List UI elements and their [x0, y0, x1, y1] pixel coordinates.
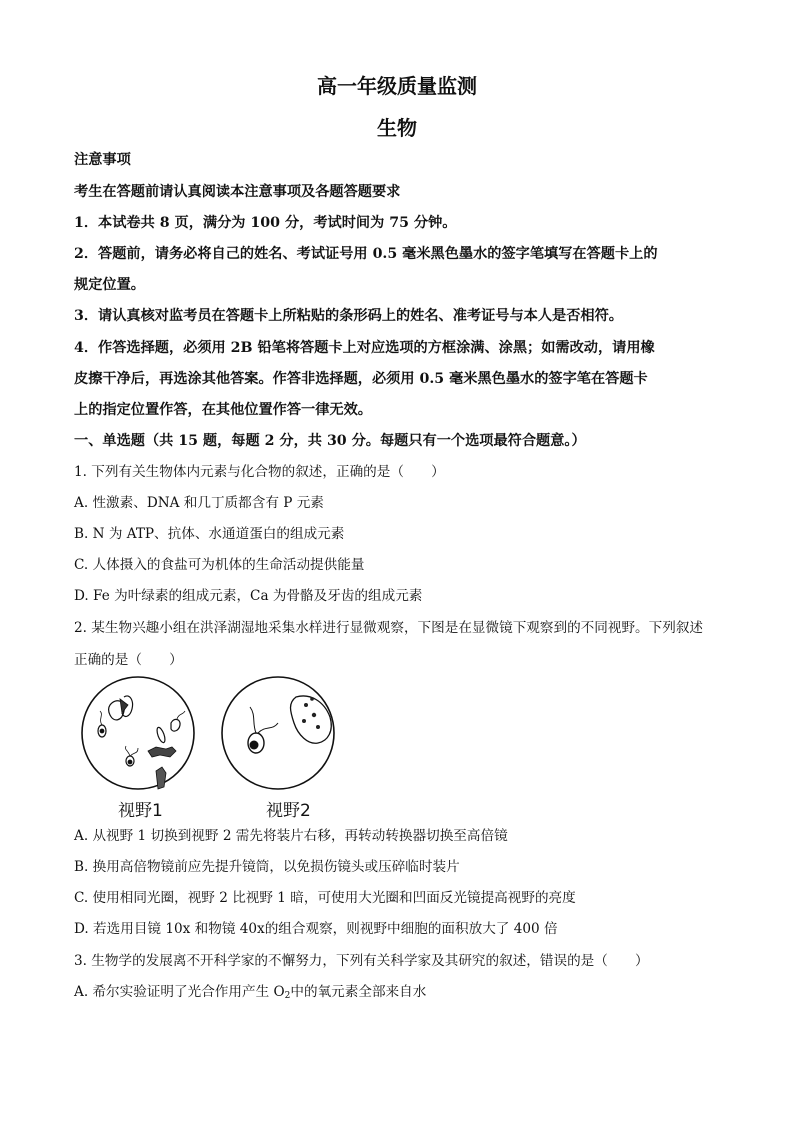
notice-item-4-cont2: 上的指定位置作答，在其他位置作答一律无效。 [74, 402, 372, 418]
q1-option-b: B. N 为 ATP、抗体、水通道蛋白的组成元素 [74, 526, 345, 542]
notice-item-2-cont: 规定位置。 [74, 277, 145, 293]
notice-item-4: 4．作答选择题，必须用 2B 铅笔将答题卡上对应选项的方框涂满、涂黑；如需改动，请用橡 [74, 340, 655, 356]
q2-option-c: C. 使用相同光圈，视野 2 比视野 1 暗，可使用大光圈和凹面反光镜提高视野的亮度 [74, 890, 576, 906]
notice-heading: 注意事项 [74, 152, 131, 168]
q3-option-a [74, 982, 722, 1006]
q2-option-a: A. 从视野 1 切换到视野 2 需先将装片右移，再转动转换器切换至高倍镜 [74, 828, 508, 844]
q2-option-b: B. 换用高倍物镜前应先提升镜筒，以免损伤镜头或压碎临时装片 [74, 859, 460, 875]
q2-stem: 2. 某生物兴趣小组在洪泽湖湿地采集水样进行显微观察，下图是在显微镜下观察到的不同视野。下列叙述 [74, 620, 704, 636]
exam-title: 高一年级质量监测 [317, 74, 477, 98]
section-heading: 一、单选题（共 15 题，每题 2 分，共 30 分。每题只有一个选项最符合题意。） [74, 433, 586, 449]
notice-intro: 考生在答题前请认真阅读本注意事项及各题答题要求 [74, 184, 401, 200]
notice-item-1: 1．本试卷共 8 页，满分为 100 分，考试时间为 75 分钟。 [74, 215, 457, 231]
fig1-label: 视野1 [118, 801, 163, 821]
q1-option-c: C. 人体摄入的食盐可为机体的生命活动提供能量 [74, 557, 365, 573]
notice-item-4-cont1: 皮擦干净后，再选涂其他答案。作答非选择题，必须用 0.5 毫米黑色墨水的签字笔在答题卡 [74, 371, 648, 387]
q3-option-a-text: A. 希尔实验证明了光合作用产生 O [74, 984, 285, 1000]
q3-stem: 3. 生物学的发展离不开科学家的不懈努力，下列有关科学家及其研究的叙述，错误的是（ ） [74, 953, 649, 969]
q2-option-d: D. 若选用目镜 10x 和物镜 40x的组合观察，则视野中细胞的面积放大了 400 倍 [74, 921, 558, 937]
q3-option-a-text-end: 中的氧元素全部来自水 [290, 984, 427, 1000]
notice-item-3: 3．请认真核对监考员在答题卡上所粘贴的条形码上的姓名、准考证号与本人是否相符。 [74, 308, 623, 324]
exam-subject: 生物 [377, 116, 417, 140]
q1-option-d: D. Fe 为叶绿素的组成元素，Ca 为骨骼及牙齿的组成元素 [74, 588, 423, 604]
q2-stem-cont: 正确的是（ ） [74, 652, 183, 668]
field-of-view-1 [82, 677, 194, 789]
q1-stem: 1. 下列有关生物体内元素与化合物的叙述，正确的是（ ） [74, 464, 445, 480]
q3-option-a-subscript: 2 [284, 991, 291, 1001]
q1-option-a: A. 性激素、DNA 和几丁质都含有 P 元素 [74, 495, 324, 511]
fig2-label: 视野2 [266, 801, 311, 821]
field-of-view-2 [222, 677, 334, 789]
notice-item-2: 2．答题前，请务必将自己的姓名、考试证号用 0.5 毫米黑色墨水的签字笔填写在答题卡上的 [74, 246, 658, 262]
